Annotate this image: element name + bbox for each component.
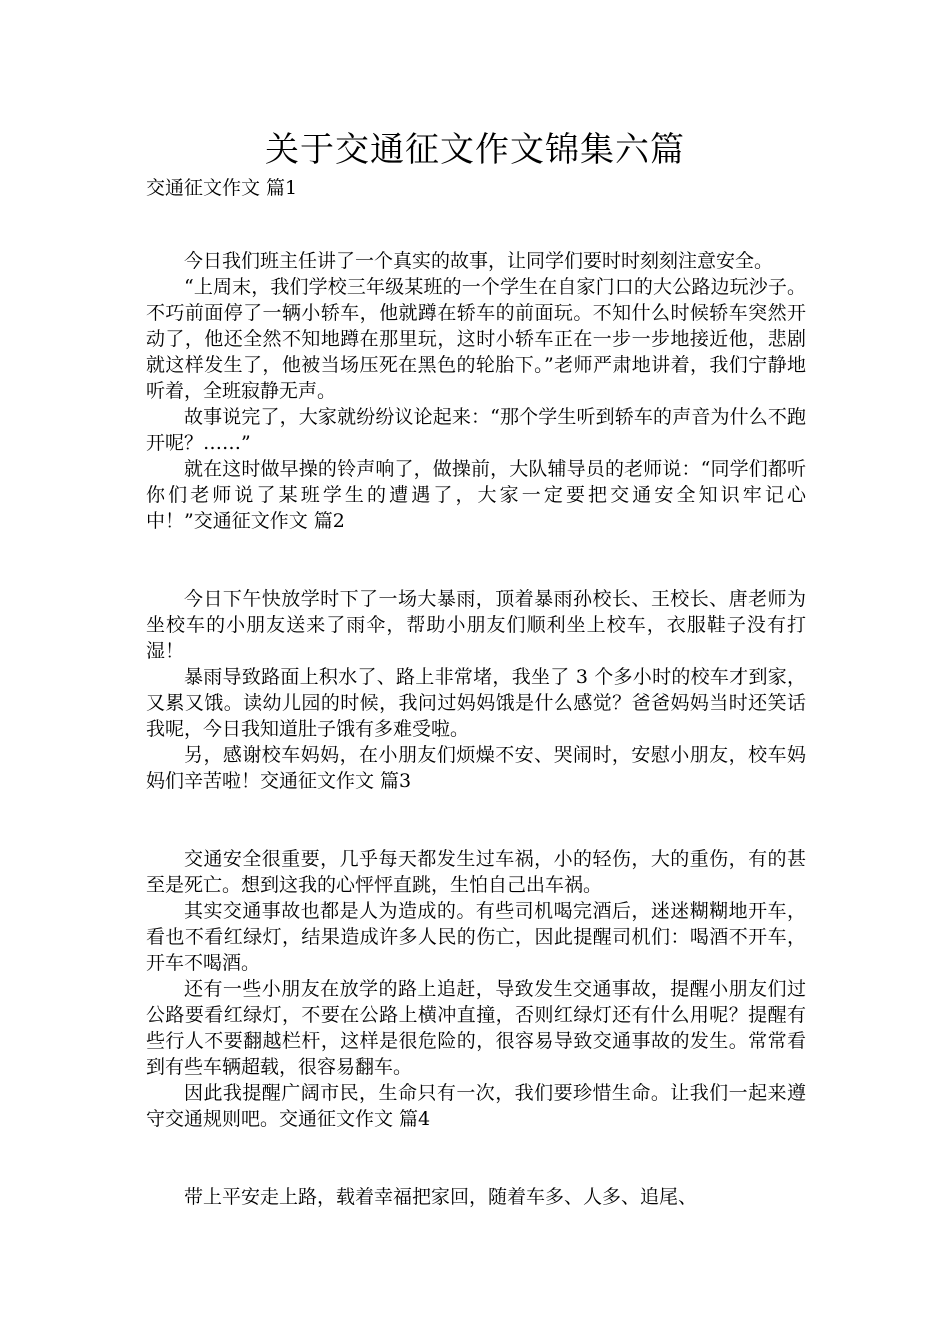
s3-paragraph-4-text: 因此我提醒广阔市民，生命只有一次，我们要珍惜生命。让我们一起来遵守交通规则吧。: [146, 1082, 806, 1130]
s2-paragraph-3: [146, 742, 806, 794]
s1-paragraph-3: 故事说完了，大家就纷纷议论起来：“那个学生听到轿车的声音为什么不跑开呢？……”: [146, 406, 806, 454]
section-3-heading: 交通征文作文 篇3: [260, 770, 412, 792]
document-title: 关于交通征文作文锦集六篇: [265, 130, 685, 170]
section-2-heading: 交通征文作文 篇2: [193, 510, 345, 532]
s3-paragraph-4: [146, 1080, 806, 1132]
section-gap: [146, 534, 806, 586]
document-body: [146, 248, 806, 1210]
s3-paragraph-2: 其实交通事故也都是人为造成的。有些司机喝完酒后，迷迷糊糊地开车，看也不看红绿灯，结果造成许多人民的伤亡，因此提醒司机们：喝酒不开车，开车不喝酒。: [146, 900, 806, 974]
s2-paragraph-3-text: 另，感谢校车妈妈，在小朋友们烦燥不安、哭闹时，安慰小朋友，校车妈妈们辛苦啦！: [146, 744, 806, 792]
section-1-heading: 交通征文作文 篇1: [146, 177, 298, 199]
s2-paragraph-2: 暴雨导致路面上积水了、路上非常堵，我坐了 3 个多小时的校车才到家，又累又饿。读幼儿园的时候，我问过妈妈饿是什么感觉？爸爸妈妈当时还笑话我呢，今日我知道肚子饿有多难受啦。: [146, 666, 806, 740]
section-4-heading: 交通征文作文 篇4: [279, 1108, 431, 1130]
s1-paragraph-2: “上周末，我们学校三年级某班的一个学生在自家门口的大公路边玩沙子。不巧前面停了一辆小轿车，他就蹲在轿车的前面玩。不知什么时候轿车突然开动了，他还全然不知地蹲在那里玩，这时小轿车正在一步一步地接近他，悲剧就这样发生了，他被当场压死在黑色的轮胎下。”老师严肃地讲着，我们宁静地听着，全班寂静无声。: [146, 276, 806, 402]
section-gap: [146, 1132, 806, 1184]
s1-paragraph-4: [146, 456, 806, 534]
s1-paragraph-1: 今日我们班主任讲了一个真实的故事，让同学们要时时刻刻注意安全。: [184, 250, 774, 272]
s3-paragraph-1: 交通安全很重要，几乎每天都发生过车祸，小的轻伤，大的重伤，有的甚至是死亡。想到这我的心怦怦直跳，生怕自己出车祸。: [146, 848, 806, 896]
s4-paragraph-1: 带上平安走上路，载着幸福把家回，随着车多、人多、追尾、: [184, 1186, 698, 1208]
s3-paragraph-3: 还有一些小朋友在放学的路上追赶，导致发生交通事故，提醒小朋友们过公路要看红绿灯，不要在公路上横冲直撞，否则红绿灯还有什么用呢？提醒有些行人不要翻越栏杆，这样是很危险的，很容易导致交通事故的发生。常常看到有些车辆超载，很容易翻车。: [146, 978, 806, 1078]
s1-paragraph-4-text: 就在这时做早操的铃声响了，做操前，大队辅导员的老师说：“同学们都听你们老师说了某班学生的遭遇了，大家一定要把交通安全知识牢记心中！”: [146, 458, 806, 532]
section-gap: [146, 794, 806, 846]
s2-paragraph-1: 今日下午快放学时下了一场大暴雨，顶着暴雨孙校长、王校长、唐老师为坐校车的小朋友送来了雨伞，帮助小朋友们顺利坐上校车，衣服鞋子没有打湿！: [146, 588, 806, 662]
